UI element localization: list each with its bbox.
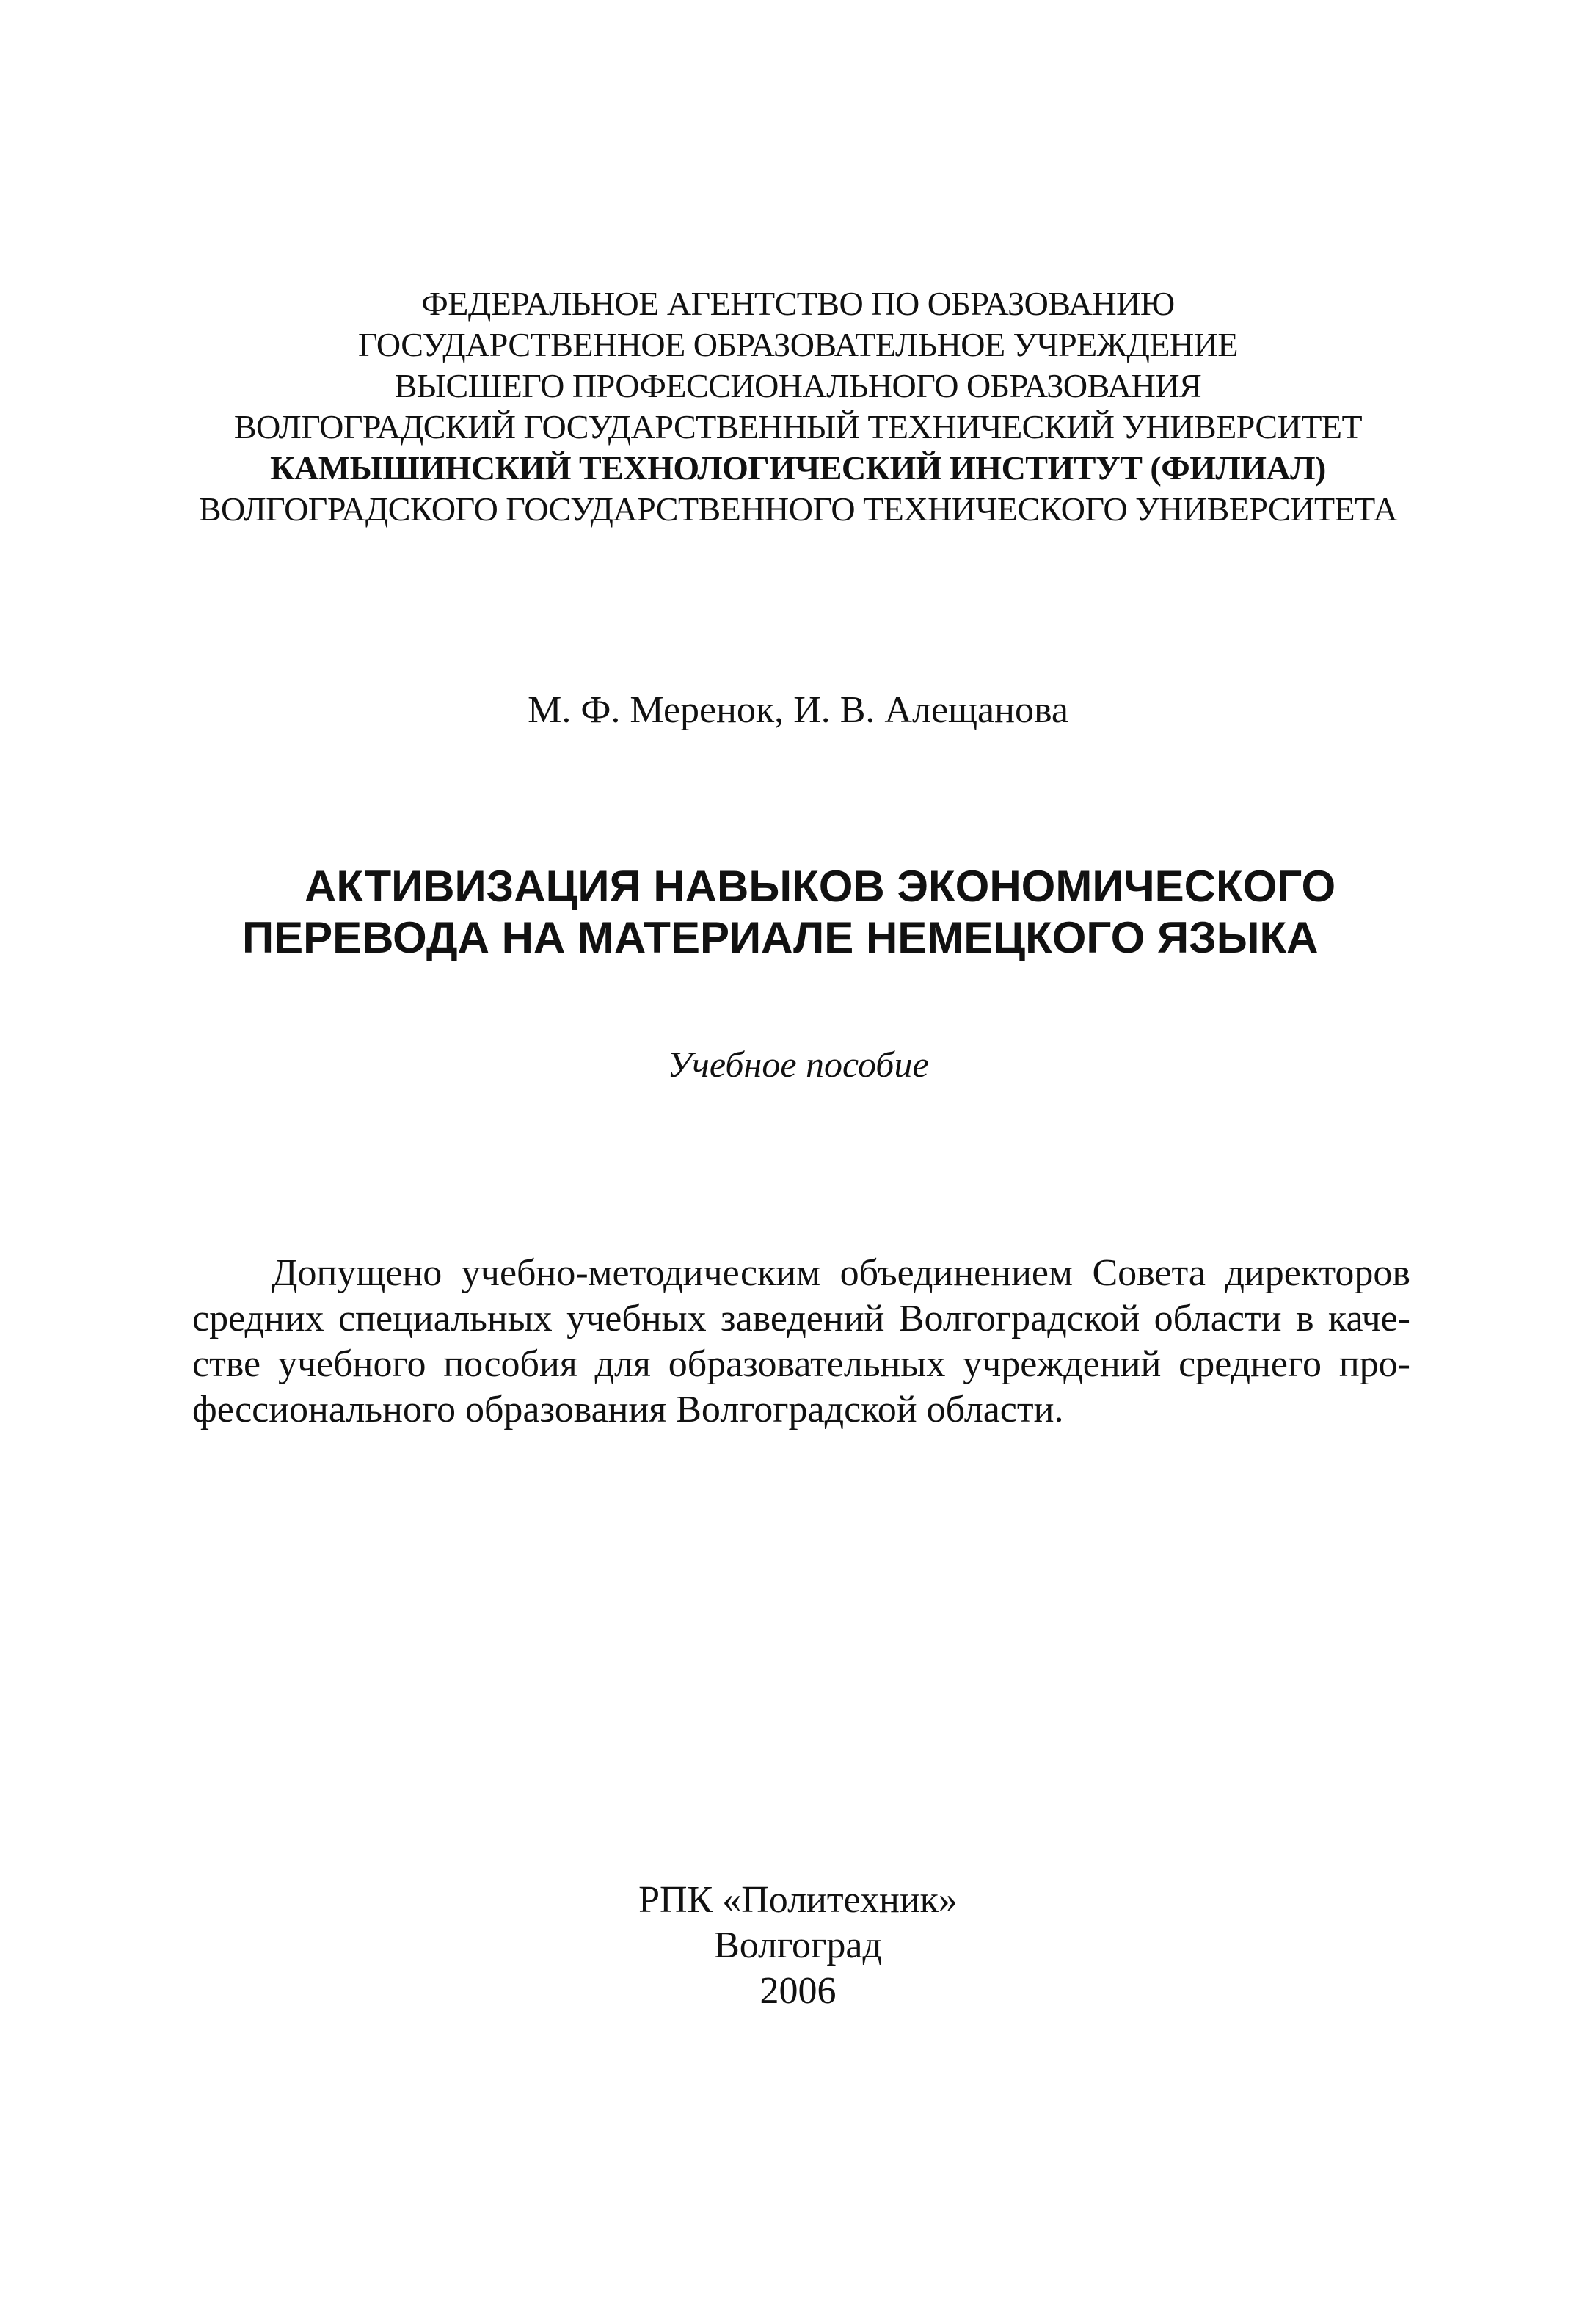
publisher-name: РПК «Политехник» — [638, 1879, 958, 1921]
approval-line-4: фессионального образования Волгоградской области. — [192, 1389, 1064, 1431]
header-line-university-genitive: ВОЛГОГРАДСКОГО ГОСУДАРСТВЕННОГО ТЕХНИЧЕСКОГО УНИВЕРСИТЕТА — [198, 490, 1398, 528]
book-title-line-2: ПЕРЕВОДА НА МАТЕРИАЛЕ НЕМЕЦКОГО ЯЗЫКА — [242, 913, 1319, 962]
approval-line-1: Допущено учебно-методическим объединением Совета директоров — [272, 1252, 1410, 1294]
authors: М. Ф. Меренок, И. В. Алещанова — [528, 689, 1068, 731]
approval-statement — [192, 1251, 1410, 1433]
publisher-block — [0, 1877, 1596, 2014]
header-line-agency: ФЕДЕРАЛЬНОЕ АГЕНТСТВО ПО ОБРАЗОВАНИЮ — [421, 285, 1175, 322]
header-line-education-level: ВЫСШЕГО ПРОФЕССИОНАЛЬНОГО ОБРАЗОВАНИЯ — [394, 367, 1202, 404]
header-line-institution-type: ГОСУДАРСТВЕННОЕ ОБРАЗОВАТЕЛЬНОЕ УЧРЕЖДЕНИЕ — [357, 326, 1239, 363]
approval-line-2: средних специальных учебных заведений Волгоградской области в каче- — [192, 1298, 1410, 1339]
book-title-line-1: АКТИВИЗАЦИЯ НАВЫКОВ ЭКОНОМИЧЕСКОГО — [305, 862, 1336, 911]
publication-year: 2006 — [759, 1970, 837, 2012]
institution-header — [0, 283, 1596, 530]
book-subtitle: Учебное пособие — [667, 1044, 929, 1085]
publisher-city: Волгоград — [714, 1924, 882, 1966]
header-line-university: ВОЛГОГРАДСКИЙ ГОСУДАРСТВЕННЫЙ ТЕХНИЧЕСКИЙ УНИВЕРСИТЕТ — [233, 408, 1363, 446]
book-title — [220, 861, 1394, 964]
header-line-institute: КАМЫШИНСКИЙ ТЕХНОЛОГИЧЕСКИЙ ИНСТИТУТ (ФИЛИАЛ) — [270, 449, 1326, 487]
approval-line-3: стве учебного пособия для образовательных учреждений среднего про- — [192, 1343, 1410, 1385]
